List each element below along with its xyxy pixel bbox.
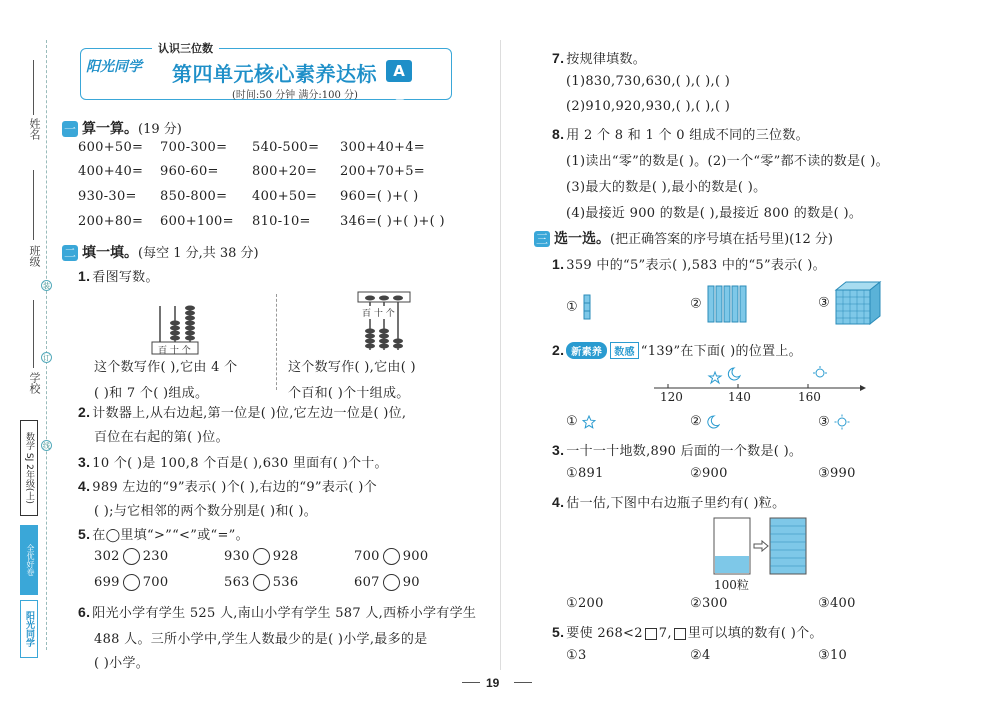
moon-icon [706,415,720,429]
calc-item[interactable]: 200+80= [78,214,144,229]
school-line [33,300,34,368]
c1-option-a[interactable] [566,294,592,320]
calc-item[interactable]: 600+100= [160,214,234,229]
question-text: 阳光小学有学生 525 人,南山小学有学生 587 人,西桥小学有学生 [92,606,477,621]
series-tag: 全优好卷 [20,525,38,595]
c5-option-b[interactable]: ②4 [690,648,711,663]
compare-item [94,574,168,591]
page-divider [500,40,501,670]
fold-mark: 装 [43,282,50,290]
compare-right: 928 [272,549,299,564]
question-number: 6. [78,604,91,620]
question-number: 8. [552,126,565,142]
compare-item [94,548,168,565]
abacus-left-label: 百 十 个 [158,346,191,356]
binding-sidebar [0,0,62,712]
fold-line [46,40,47,650]
grade-tag: 2年级(上) [24,464,34,504]
q8-line2: (3)最大的数是( ),最小的数是( )。 [566,180,767,195]
question-text: 989 左边的“9”表示( )个( ),右边的“9”表示( )个 [92,480,377,495]
compare-right: 90 [402,575,420,590]
abacus-right [356,290,412,354]
jars-illustration [710,514,810,578]
blank-box[interactable] [645,628,657,640]
question-number: 5. [552,624,565,640]
q7-prompt [552,48,646,67]
question-number: 4. [552,494,565,510]
star-icon [582,415,596,429]
compare-left: 302 [94,549,120,564]
question-number: 5. [78,526,91,542]
section-title: 算一算。 [82,121,138,137]
question-text: 在◯里填“>”“<”或“=”。 [92,528,249,543]
school-label: 学校 [28,372,41,394]
option-label: ① [566,299,578,315]
page-number: 19 [486,676,500,690]
question-number: 4. [78,478,91,494]
q6-line1 [78,602,476,621]
compare-right: 230 [142,549,169,564]
fold-mark: 订 [43,354,50,362]
compare-left: 930 [224,549,250,564]
compare-item [354,548,428,565]
q1-right-line1: 这个数写作( ),它由( ) [288,360,416,375]
compare-left: 700 [354,549,380,564]
calc-item[interactable]: 810-10= [252,214,311,229]
section-2-heading [62,242,259,262]
page-title: 第四单元核心素养达标 [172,62,377,86]
c2-prompt [552,340,802,359]
q6-line2: 488 人。三所小学中,学生人数最少的是( )小学,最多的是 [94,632,428,647]
question-text: 10 个( )是 100,8 个百是( ),630 里面有( )个十。 [92,456,388,471]
question-text: 里可以填的数有( )个。 [687,626,823,641]
c5-option-c[interactable]: ③10 [818,648,848,663]
calc-item[interactable]: 300+40+4= [340,140,426,155]
calc-item[interactable]: 600+50= [78,140,144,155]
compare-right: 700 [142,575,169,590]
compare-circle[interactable] [383,548,400,565]
subject-tag: 数学 [24,432,34,451]
option-label: ③ [818,295,830,311]
compare-left: 607 [354,575,380,590]
q2-line2: 百位在右起的第( )位。 [94,430,229,445]
compare-circle[interactable] [253,548,270,565]
compare-right: 536 [272,575,299,590]
question-number: 1. [552,256,565,272]
star-marker-icon [709,372,721,383]
q2-line1 [78,402,406,421]
brand-logo: 阳光同学 [86,59,142,75]
abacus-right-label: 百 十 个 [362,306,395,319]
c3-option-a[interactable]: ①891 [566,466,604,481]
compare-left: 699 [94,575,120,590]
unit-tag: 认识三位数 [152,40,219,56]
brand-small: 阳光同学 [20,600,38,658]
q4-line1 [78,476,377,495]
q1-left-line1: 这个数写作( ),它由 4 个 [94,360,238,375]
section-badge: 三 [535,232,548,246]
calc-item[interactable]: 850-800= [160,189,228,204]
section-points: (19 分) [138,122,182,137]
calc-item[interactable]: 200+70+5= [340,164,426,179]
compare-circle[interactable] [383,574,400,591]
compare-circle[interactable] [123,574,140,591]
question-number: 2. [552,342,565,358]
c4-option-b[interactable]: ②300 [690,596,728,611]
q8-line3: (4)最接近 900 的数是( ),最接近 800 的数是( )。 [566,206,863,221]
name-label: 姓名 [28,118,41,140]
question-text: 7, [658,626,672,641]
question-number: 7. [552,50,565,66]
calc-item[interactable]: 960-60= [160,164,219,179]
name-line [33,60,34,115]
question-text: “139”在下面( )的位置上。 [640,344,802,359]
option-label: ③ [818,414,830,430]
footer-rule [462,682,480,683]
section-badge: 二 [63,246,76,260]
question-text: 用 2 个 8 和 1 个 0 组成不同的三位数。 [566,128,809,143]
c2-option-b[interactable] [690,414,720,429]
q7-line1: (1)830,730,630,( ),( ),( ) [566,74,731,89]
blank-box[interactable] [674,628,686,640]
c5-prompt [552,622,823,641]
question-number: 3. [78,454,91,470]
section-points: (把正确答案的序号填在括号里)(12 分) [610,232,833,247]
question-text: 要使 268<2 [566,626,643,641]
q1-right-line2: 个百和( )个十组成。 [288,386,410,401]
question-text: 计数器上,从右边起,第一位是( )位,它左边一位是( )位, [92,406,407,421]
c4-prompt [552,492,785,511]
q1-left-line2: ( )和 7 个( )组成。 [94,386,209,401]
section-title: 选一选。 [554,231,610,247]
c4-option-a[interactable]: ①200 [566,596,604,611]
question-text: 估一估,下图中右边瓶子里约有( )粒。 [566,496,786,511]
class-label: 班级 [28,245,41,267]
section-title: 填一填。 [82,245,138,261]
question-text: 一十一十地数,890 后面的一个数是( )。 [566,444,803,459]
tick-label: 160 [798,390,821,404]
c1-option-c[interactable] [818,280,882,326]
q5-prompt [78,524,249,543]
question-number: 1. [78,268,91,284]
question-number: 3. [552,442,565,458]
c4-option-c[interactable]: ③400 [818,596,856,611]
q8-prompt [552,124,809,143]
moon-marker-icon [728,368,740,380]
c3-option-c[interactable]: ③990 [818,466,856,481]
calc-item[interactable]: 930-30= [78,189,137,204]
question-text: 看图写数。 [92,270,159,285]
c3-option-b[interactable]: ②900 [690,466,728,481]
jar-label: 100粒 [714,578,749,592]
compare-circle[interactable] [123,548,140,565]
q3 [78,452,388,471]
question-text: 按规律填数。 [566,52,647,67]
rod-icon [582,294,592,320]
footer-rule [514,682,532,683]
class-line [33,170,34,240]
new-literacy-badge: 新素养 [566,342,607,359]
section-3-heading [534,228,833,248]
calc-item[interactable]: 700-300= [160,140,228,155]
calc-item[interactable]: 540-500= [252,140,320,155]
option-label: ② [690,414,702,429]
section-points: (每空 1 分,共 38 分) [138,246,259,261]
section-badge: 一 [63,122,76,136]
option-label: ① [566,414,578,429]
q4-line2: ( );与它相邻的两个数分别是( )和( )。 [94,504,318,519]
calc-item[interactable]: 346=( )+( )+( ) [340,214,445,229]
calc-item[interactable]: 960=( )+( ) [340,189,419,204]
compare-item [224,548,298,565]
cube-icon [834,280,882,326]
compare-left: 563 [224,575,250,590]
sun-marker-icon [816,369,824,377]
calc-item[interactable]: 800+20= [252,164,318,179]
section-1-heading [62,118,182,138]
c3-prompt [552,440,802,459]
compare-item [224,574,298,591]
number-sense-badge: 数感 [610,342,639,359]
sun-icon [834,414,850,430]
c1-option-b[interactable] [690,284,750,324]
calc-item[interactable]: 400+50= [252,189,318,204]
book-tag [20,420,38,516]
tick-label: 140 [728,390,751,404]
fold-mark: 线 [43,442,50,450]
option-label: ② [690,296,702,312]
time-score: (时间:50 分钟 满分:100 分) [232,90,358,101]
compare-circle[interactable] [253,574,270,591]
q8-line1: (1)读出“零”的数是( )。(2)一个“零”都不读的数是( )。 [566,154,889,169]
paper-badge: A卷 [386,60,412,82]
rods-icon [706,284,750,324]
c5-option-a[interactable]: ①3 [566,648,587,663]
tick-label: 120 [660,390,683,404]
q6-line3: ( )小学。 [94,656,150,671]
question-number: 2. [78,404,91,420]
edition-tag: SJ [24,452,34,462]
question-text: 359 中的“5”表示( ),583 中的“5”表示( )。 [566,258,826,273]
c2-option-c[interactable] [818,414,850,430]
calc-item[interactable]: 400+40= [78,164,144,179]
c1-prompt [552,254,826,273]
c2-option-a[interactable] [566,414,596,429]
compare-item [354,574,420,591]
q1-divider [276,294,277,390]
compare-right: 900 [402,549,429,564]
q7-line2: (2)910,920,930,( ),( ),( ) [566,99,731,114]
q1-prompt [78,266,159,285]
